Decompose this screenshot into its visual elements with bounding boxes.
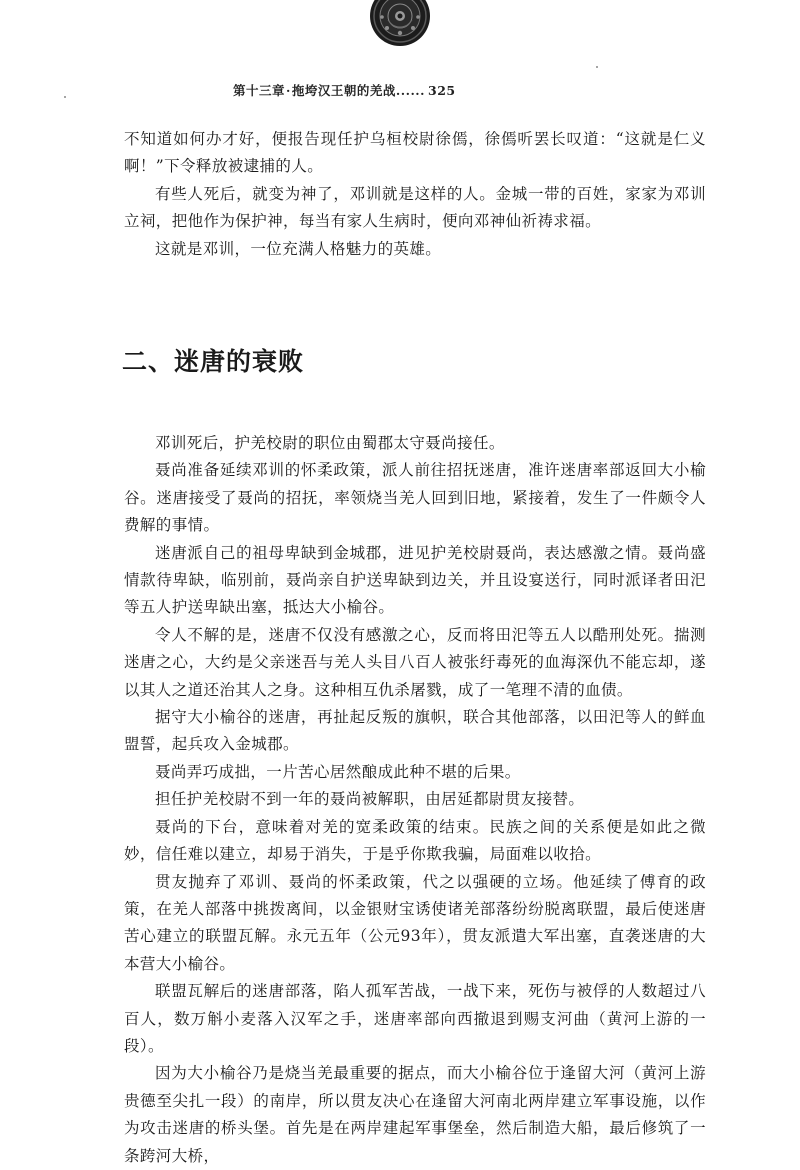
scan-speck — [596, 66, 598, 68]
paragraph: 这就是邓训，一位充满人格魅力的英雄。 — [155, 239, 442, 258]
section-text-block — [124, 430, 706, 1170]
section-heading: 二、迷唐的衰败 — [122, 347, 305, 376]
chapter-number: 第十三章 — [233, 83, 286, 98]
paragraph: 迷唐派自己的祖母卑缺到金城郡，进见护羌校尉聂尚，表达感激之情。聂尚盛情款待卑缺，临别前，聂尚亲自护送卑缺到边关，并且设宴送行，同时派译者田汜等五人护送卑缺出塞，抵达大小榆谷。 — [124, 543, 706, 617]
paragraph: 有些人死后，就变为神了，邓训就是这样的人。金城一带的百姓，家家为邓训立祠，把他作为保护神，每当有家人生病时，便向邓神仙祈祷求福。 — [124, 184, 706, 231]
page-number: 325 — [428, 83, 456, 98]
chapter-title: 拖垮汉王朝的羌战 — [291, 83, 396, 98]
paragraph: 联盟瓦解后的迷唐部落，陷人孤军苦战，一战下来，死伤与被俘的人数超过八百人，数万斛小麦落入汉军之手，迷唐率部向西撤退到赐支河曲（黄河上游的一段）。 — [124, 982, 706, 1055]
header-separator: · — [286, 83, 291, 98]
paragraph: 担任护羌校尉不到一年的聂尚被解职，由居延都尉贯友接替。 — [155, 790, 585, 809]
top-text-block — [124, 126, 706, 263]
paragraph: 令人不解的是，迷唐不仅没有感激之心，反而将田汜等五人以酷刑处死。揣测迷唐之心，大约是父亲迷吾与羌人头目八百人被张纡毒死的血海深仇不能忘却，遂以其人之道还治其人之身。这种相互仇杀屠戮，成了一笔理不清的血债。 — [124, 625, 706, 699]
paragraph: 邓训死后，护羌校尉的职位由蜀郡太守聂尚接任。 — [155, 434, 505, 452]
running-header — [233, 81, 456, 99]
paragraph: 聂尚准备延续邓训的怀柔政策，派人前往招抚迷唐，准许迷唐率部返回大小榆谷。迷唐接受了聂尚的招抚，率领烧当羌人回到旧地，紧接着，发生了一件颇令人费解的事情。 — [124, 461, 706, 535]
paragraph: 贯友抛弃了邓训、聂尚的怀柔政策，代之以强硬的立场。他延续了傅育的政策，在羌人部落中挑拨离间，以金银财宝诱使诸羌部落纷纷脱离联盟，最后使迷唐苦心建立的联盟瓦解。永元五年（公元93年），贯友派遣大军出塞，直袭迷唐的大本营大小榆谷。 — [124, 872, 706, 973]
paragraph: 聂尚的下台，意味着对羌的宽柔政策的结束。民族之间的关系便是如此之微妙，信任难以建立，却易于消失，于是乎你欺我骗，局面难以收拾。 — [124, 817, 706, 864]
header-leader: ...... — [395, 83, 426, 98]
paragraph: 聂尚弄巧成拙，一片苦心居然酿成此种不堪的后果。 — [155, 762, 521, 781]
ornamental-disc-emblem — [369, 0, 431, 52]
scan-speck — [64, 96, 66, 98]
paragraph: 据守大小榆谷的迷唐，再扯起反叛的旗帜，联合其他部落，以田汜等人的鲜血盟誓，起兵攻入金城郡。 — [124, 708, 706, 754]
paragraph: 因为大小榆谷乃是烧当羌最重要的据点，而大小榆谷位于逢留大河（黄河上游贵德至尖扎一段）的南岸，所以贯友决心在逢留大河南北两岸建立军事设施，以作为攻击迷唐的桥头堡。首先是在两岸建起军事堡垒，然后制造大船，最后修筑了一条跨河大桥， — [124, 1064, 706, 1165]
paragraph: 不知道如何办才好，便报告现任护乌桓校尉徐傿，徐傿听罢长叹道：“这就是仁义啊！”下令释放被逮捕的人。 — [124, 130, 706, 176]
